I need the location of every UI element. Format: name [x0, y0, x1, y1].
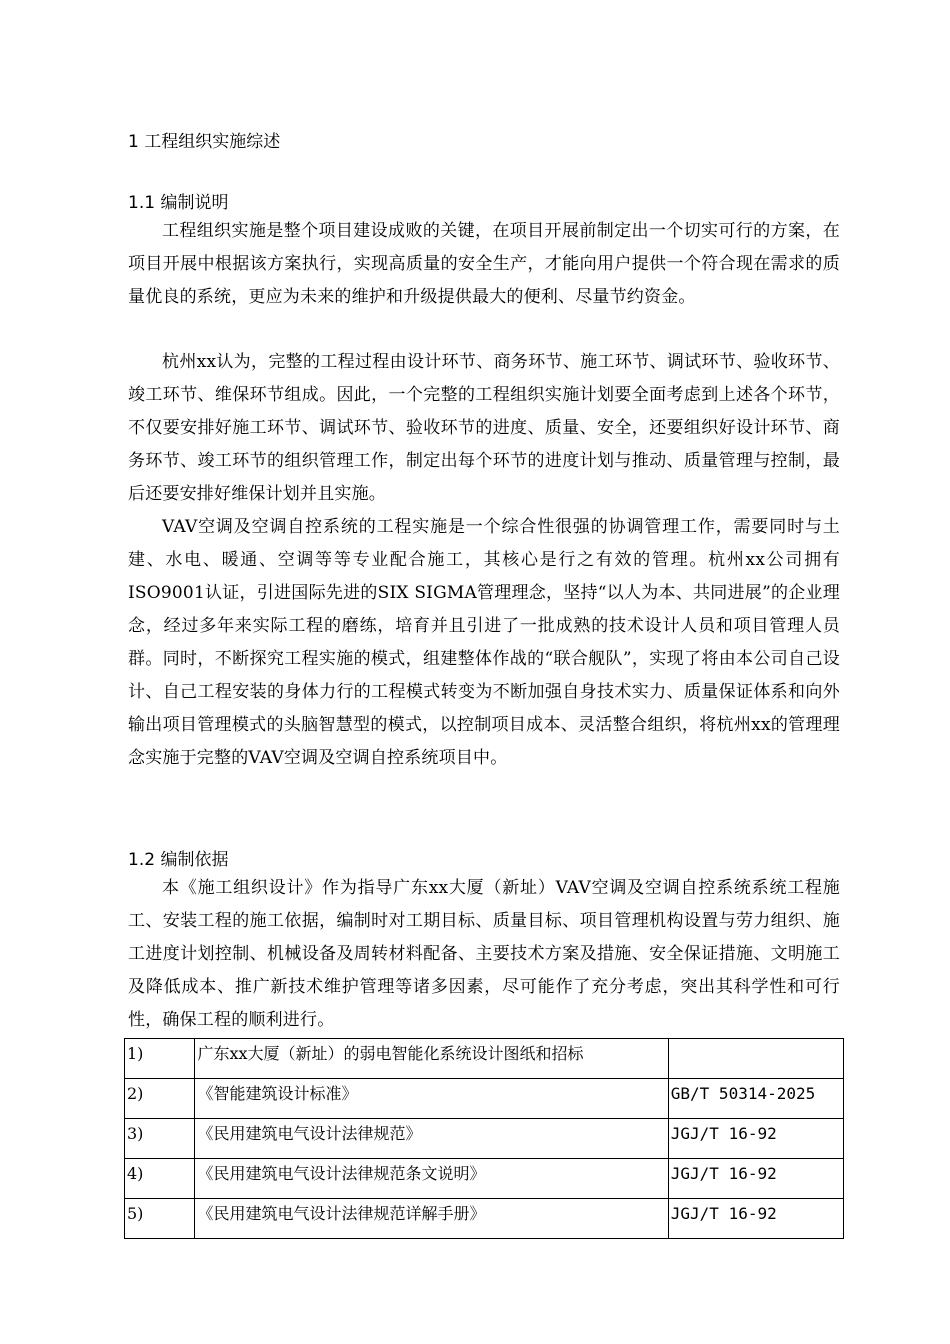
ref-number: 5): [125, 1199, 195, 1239]
ref-code: JGJ/T 16-92: [668, 1119, 843, 1159]
ref-number: 4): [125, 1159, 195, 1199]
table-row: [125, 1119, 844, 1159]
paragraph-intro: 工程组织实施是整个项目建设成败的关键，在项目开展前制定出一个切实可行的方案，在项目开展中根据该方案执行，实现高质量的安全生产，才能向用户提供一个符合现在需求的质量优良的系统，更应为未来的维护和升级提供最大的便利、尽量节约资金。: [128, 221, 840, 307]
ref-title: 《民用建筑电气设计法律规范条文说明》: [195, 1159, 668, 1199]
section-heading-1-1: 1.1 编制说明: [128, 193, 229, 213]
paragraph-process: 杭州xx认为，完整的工程过程由设计环节、商务环节、施工环节、调试环节、验收环节、竣工环节、维保环节组成。因此，一个完整的工程组织实施计划要全面考虑到上述各个环节，不仅要安排好施工环节、调试环节、验收环节的进度、质量、安全，还要组织好设计环节、商务环节、竣工环节的组织管理工作，制定出每个环节的进度计划与推动、质量管理与控制，最后还要安排好维保计划并且实施。: [128, 352, 840, 504]
ref-code: JGJ/T 16-92: [668, 1159, 843, 1199]
ref-number: 1): [125, 1039, 195, 1079]
table-row: [125, 1039, 844, 1079]
section-heading-1-2: 1.2 编制依据: [128, 850, 229, 870]
ref-code: JGJ/T 16-92: [668, 1199, 843, 1239]
ref-number: 2): [125, 1079, 195, 1119]
ref-title: 《民用建筑电气设计法律规范》: [195, 1119, 668, 1159]
table-row: [125, 1079, 844, 1119]
reference-table: [124, 1038, 844, 1239]
table-row: [125, 1199, 844, 1239]
paragraph-vav: VAV空调及空调自控系统的工程实施是一个综合性很强的协调管理工作，需要同时与土建、水电、暖通、空调等等专业配合施工，其核心是行之有效的管理。杭州xx公司拥有ISO9001认证，引进国际先进的SIX SIGMA管理理念，坚持“以人为本、共同进展”的企业理念，经过多年来实际工程的磨练，培育并且引进了一批成熟的技术设计人员和项目管理人员群。同时，不断探究工程实施的模式，组建整体作战的“联合舰队”，实现了将由本公司自己设计、自己工程安装的身体力行的工程模式转变为不断加强自身技术实力、质量保证体系和向外输出项目管理模式的头脑智慧型的模式，以控制项目成本、灵活整合组织，将杭州xx的管理理念实施于完整的VAV空调及空调自控系统项目中。: [128, 517, 840, 768]
ref-number: 3): [125, 1119, 195, 1159]
table-row: [125, 1159, 844, 1199]
ref-code: [668, 1039, 843, 1079]
section-heading-1: 1 工程组织实施综述: [128, 132, 281, 152]
ref-title: 《智能建筑设计标准》: [195, 1079, 668, 1119]
ref-title: 《民用建筑电气设计法律规范详解手册》: [195, 1199, 668, 1239]
ref-code: GB/T 50314-2025: [668, 1079, 843, 1119]
paragraph-basis: 本《施工组织设计》作为指导广东xx大厦（新址）VAV空调及空调自控系统系统工程施工、安装工程的施工依据，编制时对工期目标、质量目标、项目管理机构设置与劳力组织、施工进度计划控制、机械设备及周转材料配备、主要技术方案及措施、安全保证措施、文明施工及降低成本、推广新技术维护管理等诸多因素，尽可能作了充分考虑，突出其科学性和可行性，确保工程的顺利进行。: [128, 878, 840, 1030]
ref-title: 广东xx大厦（新址）的弱电智能化系统设计图纸和招标: [195, 1039, 668, 1079]
